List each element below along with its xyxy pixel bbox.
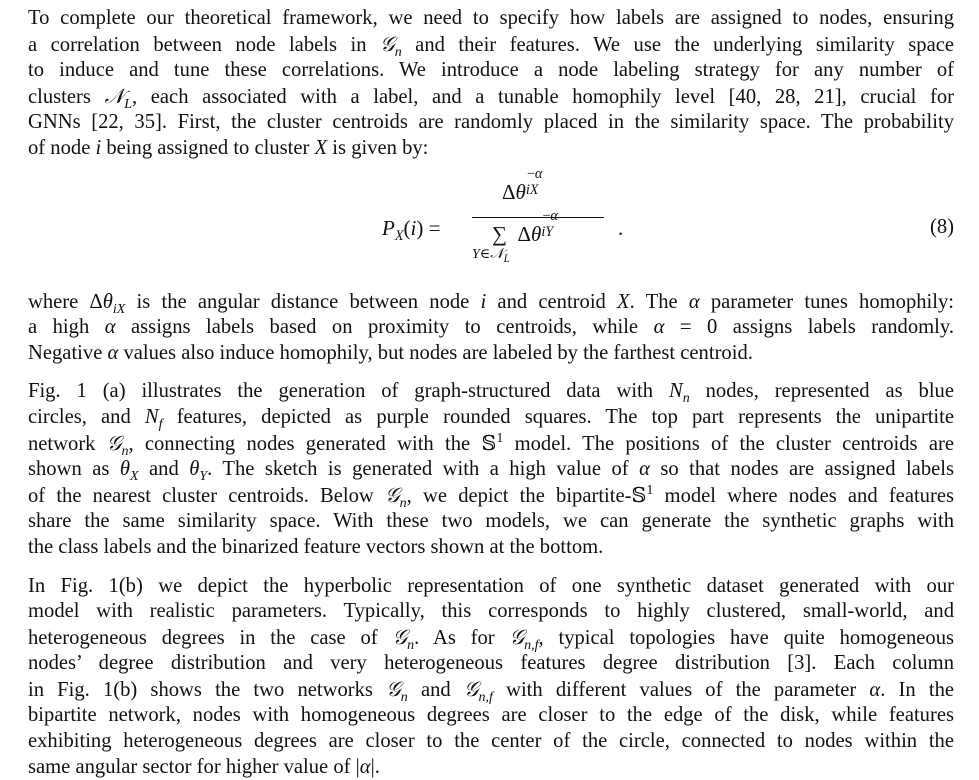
sum-index: Y∈𝒩$_L$ (472, 246, 510, 263)
paper-page (28, 6, 954, 780)
text-line: network 𝒢$_n$, connecting nodes generated with the 𝕊$^1$ model. The positions of the cluster centroids are (28, 431, 954, 458)
text-line: share the same similarity space. With these two models, we can generate the synthetic graphs with (28, 509, 954, 535)
equation-numerator: Δθ −α iX (502, 180, 526, 205)
text-line: where $\Delta\theta_{iX}$ is the angular distance between node i and centroid X. The α parameter tunes homophily: (28, 290, 954, 316)
fraction-bar (472, 217, 604, 218)
equation-number: (8) (930, 216, 954, 239)
text-line: model with realistic parameters. Typically, this corresponds to highly clustered, small-world, and (28, 599, 954, 625)
equation-8 (28, 170, 954, 282)
text-line: circles, and $N_f$ features, depicted as purple rounded squares. The top part represents the unipartite (28, 405, 954, 431)
paragraph-figure-1a (28, 379, 954, 560)
text-line: bipartite network, nodes with homogeneous degrees are closer to the edge of the disk, while features (28, 703, 954, 729)
text-line: Negative α values also induce homophily, but nodes are labeled by the farthest centroid. (28, 341, 954, 367)
text-line: to induce and tune these correlations. We introduce a node labeling strategy for any number of (28, 58, 954, 84)
text-line: a correlation between node labels in 𝒢$_n$ and their features. We use the underlying similarity space (28, 32, 954, 59)
text-line: clusters 𝒩$_L$, each associated with a label, and a tunable homophily level [40, 28, 21], crucial for (28, 84, 954, 111)
equation-lhs: $P_X(i)$ = (382, 216, 440, 241)
equation-denominator: ∑ Δθ −α iY (492, 222, 541, 247)
text-line: GNNs [22, 35]. First, the cluster centroids are randomly placed in the similarity space. The probability (28, 110, 954, 136)
text-line: in Fig. 1(b) shows the two networks 𝒢$_n$ and 𝒢$_{n,f}$ with different values of the parameter α. In the (28, 677, 954, 704)
paragraph-figure-1b (28, 574, 954, 780)
text-line: same angular sector for higher value of |α|. (28, 755, 954, 780)
text-line: a high α assigns labels based on proximity to centroids, while α = 0 assigns labels randomly. (28, 315, 954, 341)
text-line: To complete our theoretical framework, we need to specify how labels are assigned to nodes, ensuring (28, 6, 954, 32)
paragraph-angular-distance (28, 290, 954, 367)
text-line: shown as $\theta_X$ and $\theta_Y$. The sketch is generated with a high value of α so that nodes are assigned labels (28, 457, 954, 483)
text-line: Fig. 1 (a) illustrates the generation of graph-structured data with $N_n$ nodes, represented as blue (28, 379, 954, 405)
text-line: the class labels and the binarized feature vectors shown at the bottom. (28, 535, 954, 561)
text-line: of node i being assigned to cluster X is given by: (28, 136, 954, 162)
text-line: heterogeneous degrees in the case of 𝒢$_n$. As for 𝒢$_{n,f}$, typical topologies have quite homogeneous (28, 625, 954, 652)
text-line: nodes’ degree distribution and very heterogeneous features degree distribution [3]. Each column (28, 651, 954, 677)
text-line: exhibiting heterogeneous degrees are closer to the center of the circle, connected to nodes within the (28, 729, 954, 755)
paragraph-labeling-strategy (28, 6, 954, 162)
text-line: In Fig. 1(b) we depict the hyperbolic representation of one synthetic dataset generated with our (28, 574, 954, 600)
equation-period: . (618, 216, 623, 241)
text-line: of the nearest cluster centroids. Below 𝒢$_n$, we depict the bipartite-𝕊$^1$ model where nodes and features (28, 483, 954, 510)
